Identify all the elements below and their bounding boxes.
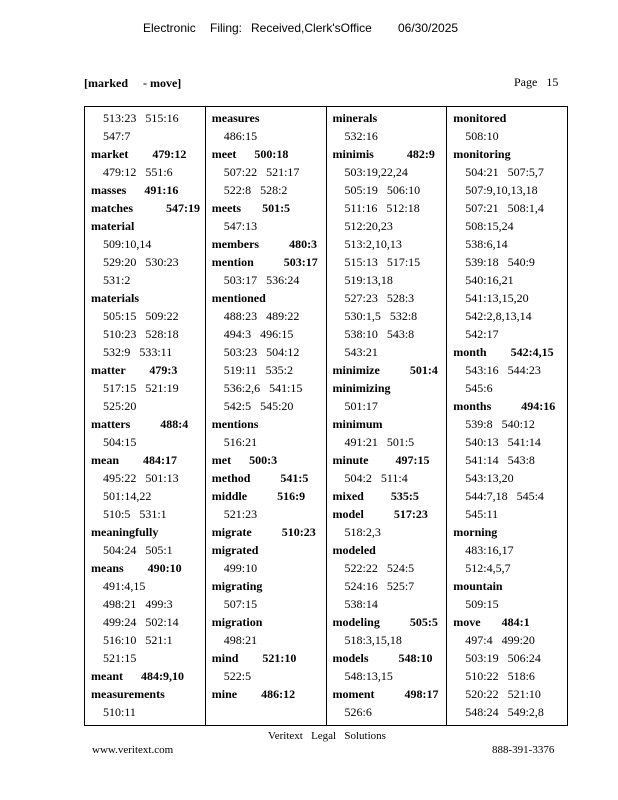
- index-term: middle 516:9: [211, 489, 306, 503]
- filing-electronic: Electronic: [143, 21, 196, 35]
- index-term: market 479:12: [91, 147, 187, 161]
- index-reference: 498:21: [223, 633, 258, 647]
- page-number: 15: [546, 75, 559, 89]
- index-term: move 484:1: [453, 615, 530, 629]
- index-reference: 521:15: [103, 651, 137, 665]
- index-reference: 503:17 536:24: [223, 273, 300, 287]
- index-reference: 504:2 511:4: [344, 471, 408, 485]
- index-term: modeling 505:5: [332, 615, 438, 629]
- index-reference: 540:16,21: [465, 273, 514, 287]
- index-term: mind 521:10: [211, 651, 297, 665]
- index-term: migrated: [211, 543, 259, 557]
- index-reference: 547:7: [103, 129, 131, 143]
- footer-website: www.veritext.com: [92, 744, 174, 756]
- index-reference: 539:18 540:9: [465, 255, 535, 269]
- index-reference: 497:4 499:20: [465, 633, 535, 647]
- index-reference: 494:3 496:15: [223, 327, 294, 341]
- index-reference: 512:4,5,7: [465, 561, 511, 575]
- page-label: Page: [514, 75, 538, 89]
- index-reference: 513:2,10,13: [344, 237, 402, 251]
- index-reference: 538:10 543:8: [344, 327, 415, 341]
- index-term: migrate 510:23: [211, 525, 316, 539]
- index-reference: 530:1,5 532:8: [344, 309, 418, 323]
- index-reference: 491:4,15: [103, 579, 146, 593]
- index-term: minute 497:15: [332, 453, 430, 467]
- index-reference: 505:15 509:22: [103, 309, 179, 323]
- index-reference: 542:2,8,13,14: [465, 309, 532, 323]
- index-reference: 499:10: [223, 561, 258, 575]
- index-term: monitored: [453, 111, 507, 125]
- index-column-1: [85, 107, 205, 725]
- index-reference: 512:20,23: [344, 219, 393, 233]
- filing-date: 06/30/2025: [398, 21, 459, 35]
- index-reference: 531:2: [103, 273, 131, 287]
- index-reference: 516:10 521:1: [103, 633, 173, 647]
- index-reference: 522:8 528:2: [223, 183, 288, 197]
- index-reference: 519:13,18: [344, 273, 393, 287]
- index-reference: 508:10: [465, 129, 499, 143]
- index-term: modeled: [332, 543, 376, 557]
- index-reference: 532:9 533:11: [103, 345, 173, 359]
- index-term: minimizing: [332, 381, 391, 395]
- index-column-2: [205, 107, 326, 725]
- index-reference: 524:16 525:7: [344, 579, 415, 593]
- index-term: materials: [91, 291, 139, 305]
- index-reference: 543:21: [344, 345, 378, 359]
- index-term: means 490:10: [91, 561, 182, 575]
- index-reference: 488:23 489:22: [223, 309, 300, 323]
- index-term: moment 498:17: [332, 687, 439, 701]
- index-reference: 507:15: [223, 597, 258, 611]
- index-reference: 509:15: [465, 597, 499, 611]
- index-term: mountain: [453, 579, 503, 593]
- index-reference: 532:16: [344, 129, 378, 143]
- index-term: meant 484:9,10: [91, 669, 184, 683]
- index-reference: 503:19,22,24: [344, 165, 408, 179]
- index-term: month 542:4,15: [453, 345, 554, 359]
- index-reference: 548:24 549:2,8: [465, 705, 544, 719]
- index-term: migration: [211, 615, 263, 629]
- index-reference: 520:22 521:10: [465, 687, 541, 701]
- index-reference: 507:9,10,13,18: [465, 183, 538, 197]
- index-reference: 510:5 531:1: [103, 507, 167, 521]
- index-term: measures: [211, 111, 260, 125]
- index-reference: 515:13 517:15: [344, 255, 421, 269]
- index-term: mention 503:17: [211, 255, 318, 269]
- index-term: minimum: [332, 417, 383, 431]
- index-reference: 516:21: [223, 435, 258, 449]
- index-reference: 548:13,15: [344, 669, 393, 683]
- word-index-table: [84, 106, 568, 726]
- index-term: meaningfully: [91, 525, 159, 539]
- index-reference: 542:5 545:20: [223, 399, 294, 413]
- index-reference: 547:13: [223, 219, 258, 233]
- filing-received: Received,Clerk'sOffice: [251, 21, 372, 35]
- index-term: mixed 535:5: [332, 489, 419, 503]
- index-reference: 483:16,17: [465, 543, 514, 557]
- index-reference: 501:14,22: [103, 489, 152, 503]
- index-reference: 499:24 502:14: [103, 615, 179, 629]
- index-reference: 538:14: [344, 597, 378, 611]
- page-number-header: [514, 75, 558, 90]
- index-term: mentioned: [211, 291, 266, 305]
- index-term: masses 491:16: [91, 183, 179, 197]
- index-term: minimis 482:9: [332, 147, 435, 161]
- index-reference: 508:15,24: [465, 219, 514, 233]
- footer-company: Veritext Legal Solutions: [268, 730, 386, 742]
- index-term: meets 501:5: [211, 201, 291, 215]
- index-reference: 526:6: [344, 705, 372, 719]
- index-reference: 501:17: [344, 399, 378, 413]
- index-term: matter 479:3: [91, 363, 178, 377]
- index-term: meet 500:18: [211, 147, 289, 161]
- index-term: met 500:3: [211, 453, 278, 467]
- index-term: months 494:16: [453, 399, 556, 413]
- index-reference: 525:20: [103, 399, 137, 413]
- index-term: method 541:5: [211, 471, 309, 485]
- index-term: matters 488:4: [91, 417, 189, 431]
- index-reference: 503:23 504:12: [223, 345, 300, 359]
- index-reference: 543:13,20: [465, 471, 514, 485]
- index-reference: 510:22 518:6: [465, 669, 535, 683]
- index-reference: 503:19 506:24: [465, 651, 541, 665]
- index-reference: 539:8 540:12: [465, 417, 535, 431]
- index-term: members 480:3: [211, 237, 318, 251]
- index-reference: 529:20 530:23: [103, 255, 179, 269]
- index-term: morning: [453, 525, 498, 539]
- index-term: measurements: [91, 687, 165, 701]
- footer-phone: 888-391-3376: [492, 744, 555, 756]
- index-term: models 548:10: [332, 651, 433, 665]
- index-term: mean 484:17: [91, 453, 177, 467]
- index-reference: 541:14 543:8: [465, 453, 535, 467]
- index-reference: 544:7,18 545:4: [465, 489, 544, 503]
- index-reference: 504:21 507:5,7: [465, 165, 544, 179]
- index-reference: 509:10,14: [103, 237, 152, 251]
- index-term: minimize 501:4: [332, 363, 438, 377]
- index-range-header: [marked - move]: [84, 76, 182, 90]
- index-term: model 517:23: [332, 507, 428, 521]
- index-reference: 510:23 528:18: [103, 327, 179, 341]
- index-reference: 521:23: [223, 507, 258, 521]
- index-reference: 536:2,6 541:15: [223, 381, 303, 395]
- index-reference: 541:13,15,20: [465, 291, 529, 305]
- index-reference: 543:16 544:23: [465, 363, 541, 377]
- index-column-4: [446, 107, 567, 725]
- index-reference: 518:3,15,18: [344, 633, 402, 647]
- index-term: migrating: [211, 579, 263, 593]
- index-reference: 513:23 515:16: [103, 111, 179, 125]
- index-reference: 545:11: [465, 507, 499, 521]
- index-reference: 507:22 521:17: [223, 165, 300, 179]
- index-reference: 527:23 528:3: [344, 291, 415, 305]
- index-reference: 519:11 535:2: [223, 363, 293, 377]
- index-reference: 498:21 499:3: [103, 597, 173, 611]
- index-reference: 479:12 551:6: [103, 165, 173, 179]
- index-reference: 486:15: [223, 129, 258, 143]
- index-reference: 538:6,14: [465, 237, 508, 251]
- index-term: material: [91, 219, 135, 233]
- electronic-filing-stamp: [0, 21, 618, 37]
- index-reference: 507:21 508:1,4: [465, 201, 544, 215]
- index-reference: 505:19 506:10: [344, 183, 421, 197]
- index-reference: 518:2,3: [344, 525, 381, 539]
- index-reference: 491:21 501:5: [344, 435, 415, 449]
- index-term: minerals: [332, 111, 378, 125]
- index-reference: 504:24 505:1: [103, 543, 173, 557]
- index-reference: 504:15: [103, 435, 137, 449]
- index-reference: 495:22 501:13: [103, 471, 179, 485]
- filing-label: Filing:: [210, 21, 243, 35]
- index-reference: 540:13 541:14: [465, 435, 541, 449]
- index-reference: 522:5: [223, 669, 252, 683]
- index-reference: 545:6: [465, 381, 493, 395]
- index-term: matches 547:19: [91, 201, 200, 215]
- index-term: mentions: [211, 417, 259, 431]
- index-term: mine 486:12: [211, 687, 296, 701]
- index-column-3: [326, 107, 447, 725]
- index-reference: 522:22 524:5: [344, 561, 415, 575]
- index-reference: 511:16 512:18: [344, 201, 420, 215]
- index-term: monitoring: [453, 147, 511, 161]
- index-reference: 517:15 521:19: [103, 381, 179, 395]
- index-reference: 510:11: [103, 705, 136, 719]
- index-reference: 542:17: [465, 327, 499, 341]
